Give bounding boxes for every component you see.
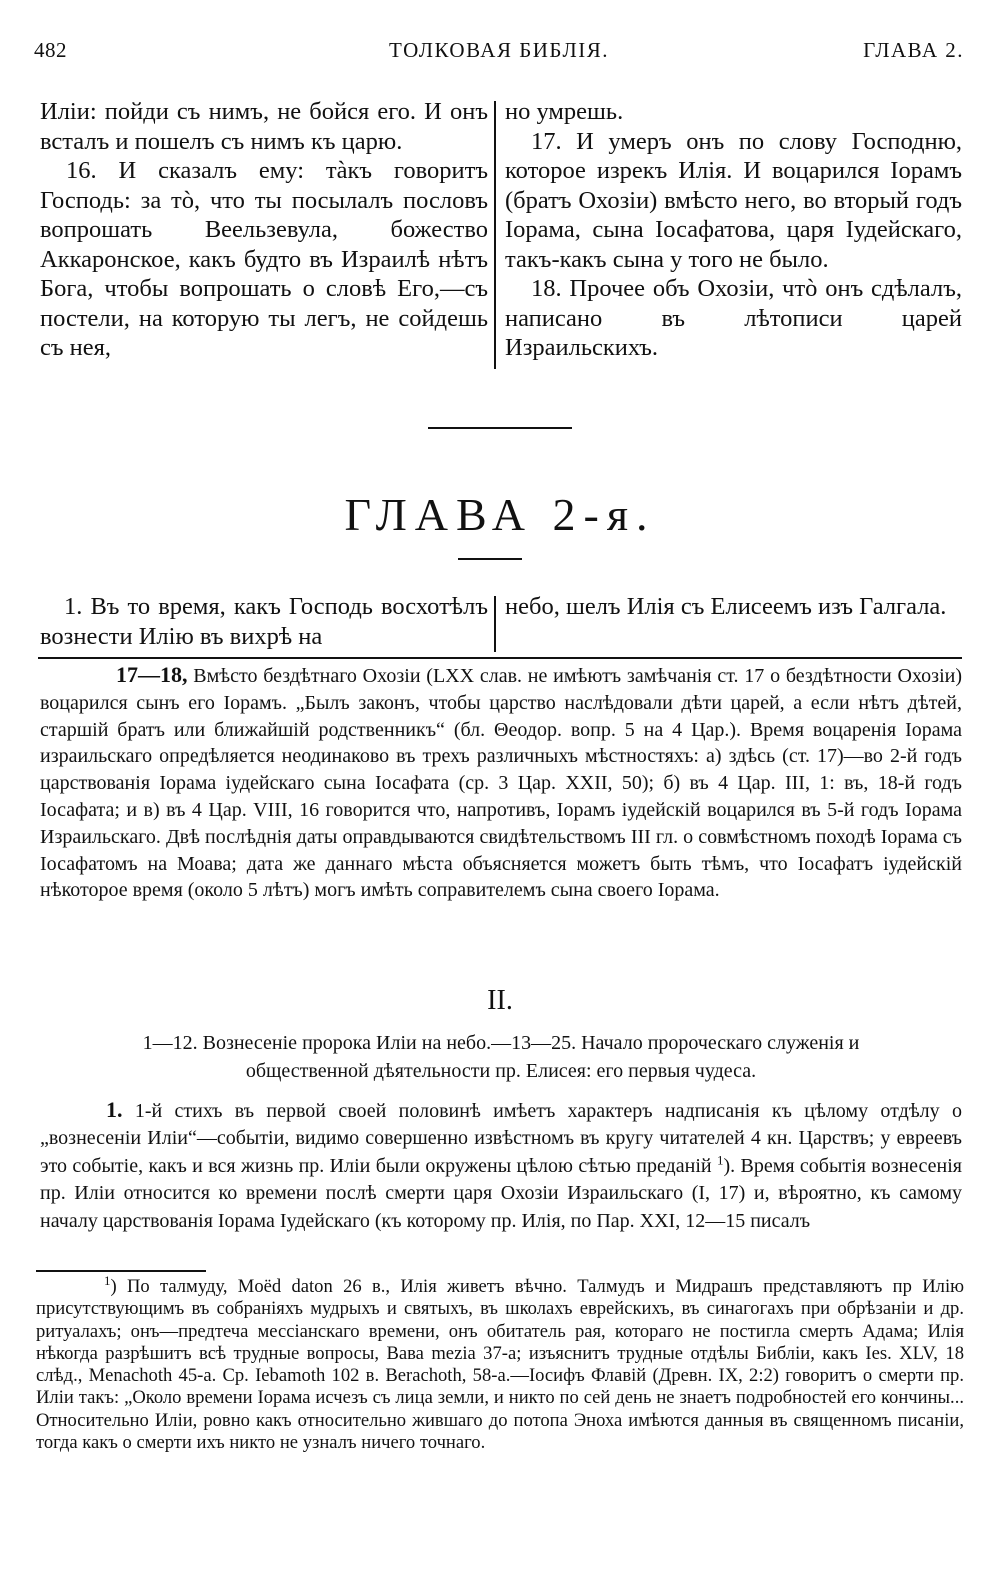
verse-columns-chapter2 (40, 592, 962, 654)
page-number: 482 (34, 38, 67, 62)
footnote (36, 1272, 964, 1454)
verse-column-left (40, 592, 488, 651)
section-summary (36, 1030, 966, 1085)
commentary-ref: 1. (106, 1097, 123, 1122)
commentary-text: ). Время событія вознесенія пр. Иліи относится ко времени послѣ смерти царя Охозіи Израильскаго (I, 17) и, вѣроятно, къ самому началу царствованія Іорама Іудейскаго (къ которому пр. Илія, по Пар. XXI, 12—15 писалъ (40, 1154, 963, 1232)
verse-column-left (40, 97, 488, 363)
commentary-ref: 17—18, (116, 662, 188, 687)
footnote-marker: 1 (716, 1152, 724, 1168)
running-header (34, 38, 964, 72)
footnote-marker: 1 (104, 1272, 111, 1288)
column-divider (494, 596, 496, 652)
summary-line: общественной дѣятельности пр. Елисея: его первыя чудеса. (245, 1059, 757, 1082)
book-title: ТОЛКОВАЯ БИБЛІЯ. (389, 38, 609, 62)
verse-16: 16. И сказалъ ему: тàкъ говоритъ Господь: за тò, что ты посылалъ пословъ вопрошать Веельзевула, божество Аккаронское, какъ будто въ Израилѣ нѣтъ Бога, чтобы вопрошать о словѣ Его,—съ постели, на которую ты легъ, не сойдешь съ нея, (40, 157, 488, 361)
commentary-17-18 (40, 662, 962, 904)
verse-column-right (505, 592, 962, 622)
column-divider (494, 101, 496, 369)
verse-text: но умрешь. (505, 98, 624, 125)
commentary-text: Вмѣсто бездѣтнаго Охозіи (LXX слав. не имѣютъ замѣчанія ст. 17 о бездѣтности Охозіи) воцарился сынъ его Іорамъ. „Былъ законъ, чтобы царство наслѣдовали дѣти царей, а если нѣтъ дѣтей, старшій братъ или ближайшій родственникъ“ (бл. Θеодор. вопр. 5 на 4 Цар.). Время воцаренія Іорама израильскаго опредѣляется неодинаково въ трехъ различныхъ мѣстностяхъ: а) здѣсь (ст. 17)—во 2-й годъ царствованія Іорама іудейскаго сына Іосафата (ср. 3 Цар. XXII, 50); б) въ 4 Цар. III, 1: въ, 18-й годъ Іосафата; и в) въ 4 Цар. VIII, 16 говорится что, напротивъ, Іорамъ іудейскій воцарился въ 5-й годъ Іорама Израильскаго. Двѣ послѣднія даты оправдываются свидѣтельствомъ III гл. о совмѣстномъ походѣ Іорама съ Іосафатомъ на Моава; дата же даннаго мѣста объясняется можетъ быть тѣмъ, что Іосафатъ іудейскій нѣкоторое время (около 5 лѣтъ) могъ имѣть соправителемъ сына своего Іорама. (40, 665, 962, 902)
commentary-verse-1 (40, 1096, 962, 1235)
chapter-heading: ГЛАВА 2-я. (344, 489, 656, 540)
header-chapter: ГЛАВА 2. (863, 38, 964, 62)
verse-17: 17. И умеръ онъ по слову Господню, которое изрекъ Илія. И воцарился Іорамъ (братъ Охозіи) вмѣсто него, во вторый годъ Іорама, сына Іосафатова, царя Іудейскаго, такъ-какъ сына у того не было. (505, 127, 962, 273)
verse-column-right (505, 97, 962, 363)
verse-18: 18. Прочее объ Охозіи, чтò онъ сдѣлалъ, написано въ лѣтописи царей Израильскихъ. (505, 275, 962, 361)
verse-columns-top (40, 97, 962, 367)
verse-text: Иліи: пойди съ нимъ, не бойся его. И онъ всталъ и пошелъ съ нимъ къ царю. (40, 98, 488, 155)
footnote-rule (36, 1270, 206, 1272)
commentary-text: 1-й стихъ въ первой своей половинѣ имѣетъ характеръ надписанія къ цѣлому отдѣлу о „вознесеніи Иліи“—событіи, видимо совершенно извѣстномъ въ кругу читателей 4 кн. Царствъ; у евреевъ это событіе, какъ и вся жизнь пр. Иліи были окружены цѣлою сѣтью преданій (40, 1100, 962, 1177)
section-number: II. (487, 985, 513, 1016)
verse-1: 1. Въ то время, какъ Господь восхотѣлъ вознести Илію въ вихрѣ на (40, 593, 488, 650)
footnote-text: ) По талмуду, Moëd daton 26 в., Илія живетъ вѣчно. Талмудъ и Мидрашъ представляютъ пр Илію присутствующимъ въ собраніяхъ мудрыхъ и святыхъ, въ школахъ еврейскихъ, въ синагогахъ при обрѣзаніи и др. ритуалахъ; онъ—предтеча мессіанскаго времени, онъ обитатель рая, котораго не постигла смерть Адама; Илія нѣкогда разрѣшитъ всѣ трудные вопросы, Вава mezia 37-а; изъяснитъ трудные отдѣлы Библіи, какъ Іes. XLV, 18 слѣд., Menachoth 45-a. Ср. Iebamoth 102 в. Berachoth, 58-а.—Іосифъ Флавій (Древн. IX, 2:2) говоритъ о смерти пр. Иліи такъ: „Около времени Іорама исчезъ съ лица земли, и никто по сей день не знаетъ подробностей его кончины... Относительно Иліи, ровно какъ относительно жившаго до потопа Эноха имѣются данныя въ священномъ писаніи, тогда какъ о смерти ихъ никто не узналъ ничего точнаго. (36, 1276, 964, 1454)
verse-1-continued: небо, шелъ Илія съ Елисеемъ изъ Галгала. (505, 593, 947, 620)
text-commentary-divider (38, 657, 962, 659)
summary-line: 1—12. Вознесеніе пророка Иліи на небо.—13—25. Начало пророческаго служенія и (142, 1032, 860, 1054)
separator-rule (428, 427, 572, 429)
separator-rule (458, 558, 522, 560)
